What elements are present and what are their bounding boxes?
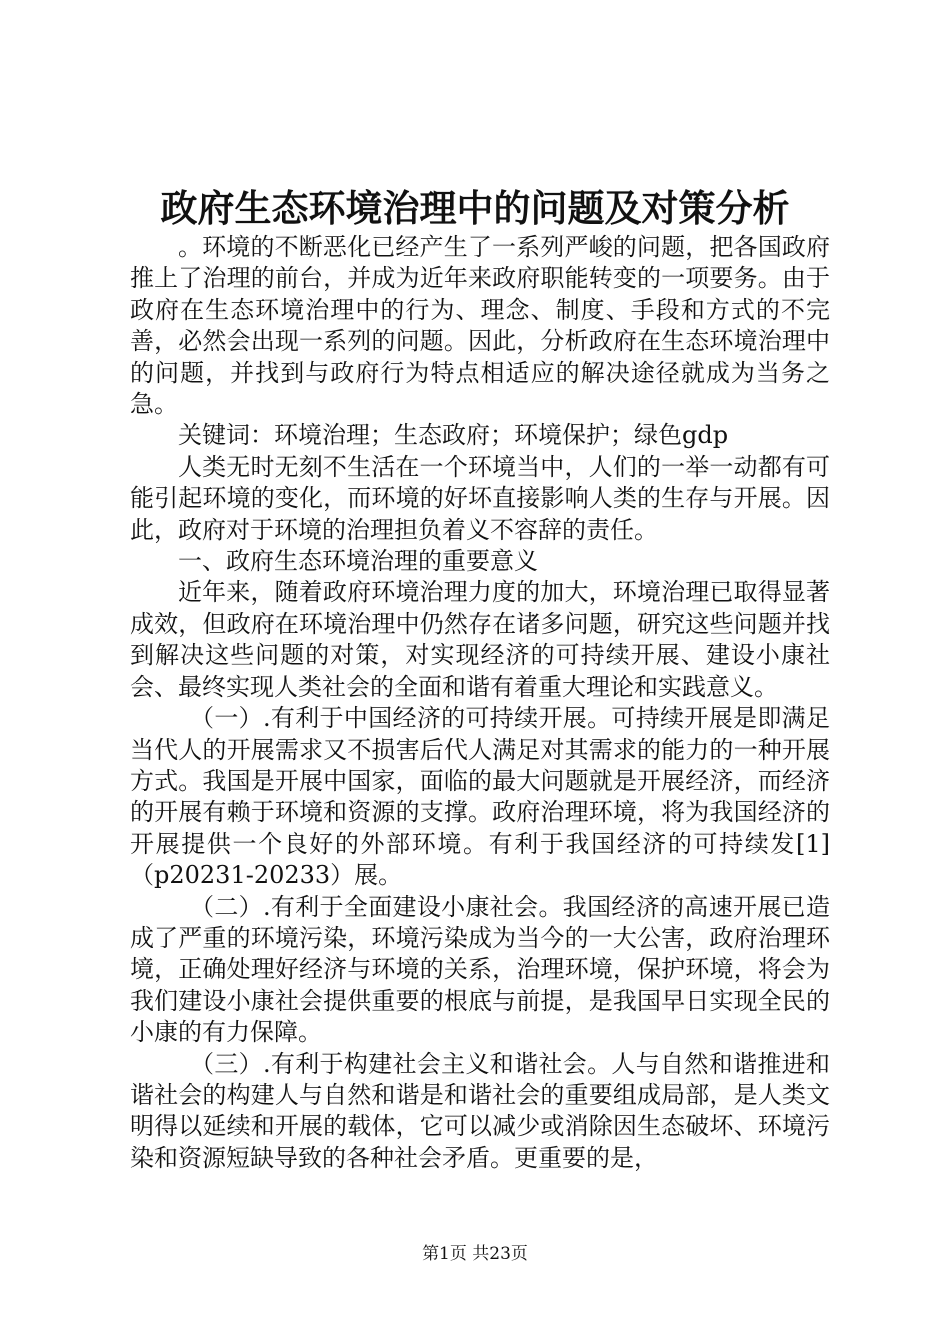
abstract-paragraph: 。环境的不断恶化已经产生了一系列严峻的问题，把各国政府推上了治理的前台，并成为近年来政府职能转变的一项要务。由于政府在生态环境治理中的行为、理念、制度、手段和方式的不完善，必然会出现一系列的问题。因此，分析政府在生态环境治理中的问题，并找到与政府行为特点相适应的解决途径就成为当务之急。	[130, 233, 830, 419]
section-heading: 一、政府生态环境治理的重要意义	[178, 547, 538, 576]
document-body	[130, 232, 830, 1174]
document-title: 政府生态环境治理中的问题及对策分析	[160, 186, 790, 230]
subsection-paragraph-1: （一）.有利于中国经济的可持续开展。可持续开展是即满足当代人的开展需求又不损害后代人满足对其需求的能力的一种开展方式。我国是开展中国家，面临的最大问题就是开展经济，而经济的开展有赖于环境和资源的支撑。政府治理环境，将为我国经济的开展提供一个良好的外部环境。有利于我国经济的可持续发[1]（p20231-20233）展。	[130, 704, 830, 890]
page-footer: 第1页 共23页	[422, 1244, 528, 1264]
subsection-paragraph-2: （二）.有利于全面建设小康社会。我国经济的高速开展已造成了严重的环境污染，环境污染成为当今的一大公害，政府治理环境，正确处理好经济与环境的关系，治理环境，保护环境，将会为我们建设小康社会提供重要的根底与前提，是我国早日实现全民的小康的有力保障。	[130, 892, 830, 1047]
subsection-paragraph-3: （三）.有利于构建社会主义和谐社会。人与自然和谐推进和谐社会的构建人与自然和谐是和谐社会的重要组成局部，是人类文明得以延续和开展的载体，它可以减少或消除因生态破坏、环境污染和资源短缺导致的各种社会矛盾。更重要的是，	[130, 1049, 830, 1172]
intro-paragraph: 人类无时无刻不生活在一个环境当中，人们的一举一动都有可能引起环境的变化，而环境的好坏直接影响人类的生存与开展。因此，政府对于环境的治理担负着义不容辞的责任。	[130, 452, 830, 544]
section-paragraph: 近年来，随着政府环境治理力度的加大，环境治理已取得显著成效，但政府在环境治理中仍然存在诸多问题，研究这些问题并找到解决这些问题的对策，对实现经济的可持续开展、建设小康社会、最终实现人类社会的全面和谐有着重大理论和实践意义。	[130, 578, 830, 701]
keywords-paragraph: 关键词：环境治理；生态政府；环境保护；绿色gdp	[178, 421, 729, 450]
